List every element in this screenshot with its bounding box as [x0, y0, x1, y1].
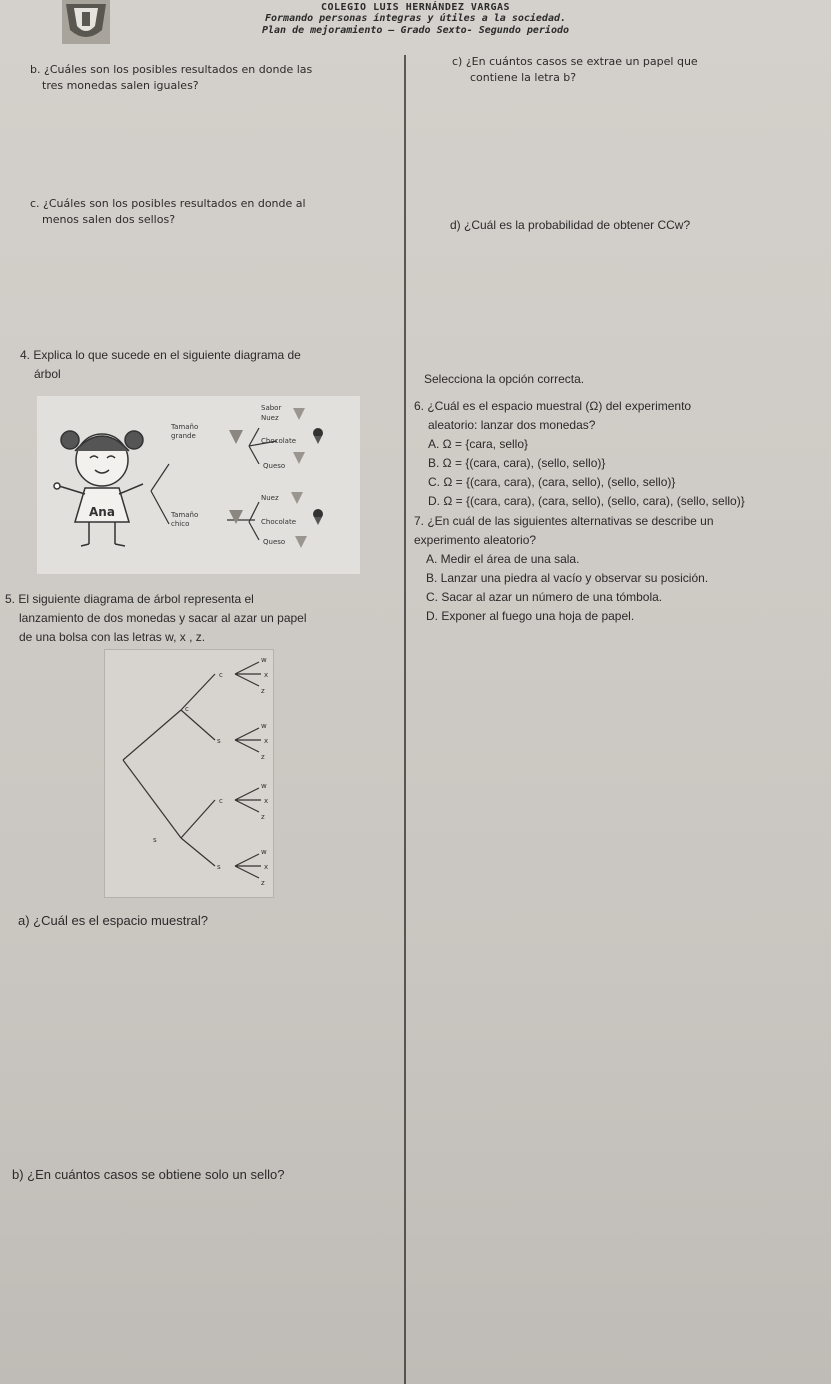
- school-motto: Formando personas íntegras y útiles a la sociedad.: [264, 13, 567, 24]
- flavor-big-1: Nuez: [261, 414, 279, 422]
- coin-letter-tree-svg: [105, 650, 273, 897]
- coin2-c-2: c: [219, 797, 223, 805]
- ice-cream-tree-diagram: [37, 396, 360, 574]
- leaf-w-2: w: [261, 722, 267, 730]
- leaf-z-2: z: [261, 753, 265, 761]
- q6-option-b: B. Ω = {(cara, cara), (sello, sello)}: [428, 456, 606, 470]
- leaf-z-3: z: [261, 813, 265, 821]
- leaf-w-3: w: [261, 782, 267, 790]
- q7-option-b: B. Lanzar una piedra al vacío y observar su posición.: [426, 571, 709, 585]
- flavor-small-1: Nuez: [261, 494, 279, 502]
- instruction-select: Selecciona la opción correcta.: [424, 372, 585, 386]
- cone-icons: [229, 408, 323, 548]
- question-7: 7. ¿En cuál de las siguientes alternativas se describe un experimento aleatorio? A. Medir el área de una sala. B. Lanzar una piedra al vacío y observar su posición. C. Sacar al azar un número de una tómbola. D. Exponer al fuego una hoja de papel.: [414, 512, 826, 626]
- leaf-w-4: w: [261, 848, 267, 856]
- girl-name: Ana: [89, 505, 115, 519]
- flavor-header: Sabor: [261, 404, 282, 412]
- flavor-big-3: Queso: [263, 462, 286, 470]
- coin-letter-tree-diagram: [104, 649, 274, 898]
- size-small-label-1: Tamaño: [171, 511, 199, 519]
- leaf-x-4: x: [264, 863, 269, 871]
- question-b: b. ¿Cuáles son los posibles resultados en donde las tres monedas salen iguales?: [30, 63, 313, 92]
- tree-lines: [123, 662, 261, 878]
- question-c: c. ¿Cuáles son los posibles resultados en donde al menos salen dos sellos?: [30, 197, 306, 226]
- question-d: d) ¿Cuál es la probabilidad de obtener CCw?: [450, 218, 691, 232]
- size-big-label-1: Tamaño: [171, 423, 199, 431]
- flavor-small-2: Chocolate: [261, 518, 297, 526]
- question-5a: a) ¿Cuál es el espacio muestral?: [18, 913, 209, 928]
- coin1-c: c: [185, 705, 189, 713]
- size-big-label-2: grande: [171, 432, 196, 440]
- leaf-z-1: z: [261, 687, 265, 695]
- coin2-c-1: c: [219, 671, 223, 679]
- q6-option-d: D. Ω = {(cara, cara), (cara, sello), (sello, cara), (sello, sello)}: [428, 494, 745, 508]
- leaf-z-4: z: [261, 879, 265, 887]
- column-divider: [404, 55, 406, 1384]
- question-c-right: c) ¿En cuántos casos se extrae un papel que contiene la letra b?: [452, 55, 698, 84]
- coin2-s-1: s: [217, 737, 221, 745]
- school-name: COLEGIO LUIS HERNÁNDEZ VARGAS: [320, 2, 511, 13]
- leaf-x-3: x: [264, 797, 269, 805]
- leaf-x-1: x: [264, 671, 269, 679]
- question-6: 6. ¿Cuál es el espacio muestral (Ω) del experimento aleatorio: lanzar dos monedas? A. Ω = {cara, sello} B. Ω = {(cara, cara), (sello, sello)} C. Ω = {(cara, cara), (cara, sello), (sello, sello)} D. Ω = {(cara, cara), (cara, sello), (sello, cara), (sello, sello)}: [414, 397, 826, 511]
- flavor-small-3: Queso: [263, 538, 286, 546]
- flavor-big-2: Chocolate: [261, 437, 297, 445]
- plan-title: Plan de mejoramiento – Grado Sexto- Segundo periodo: [261, 25, 570, 36]
- coin2-s-2: s: [217, 863, 221, 871]
- question-5: 5. El siguiente diagrama de árbol representa el lanzamiento de dos monedas y sacar al azar un papel de una bolsa con las letras w, x , z.: [5, 592, 307, 644]
- leaf-x-2: x: [264, 737, 269, 745]
- q7-option-d: D. Exponer al fuego una hoja de papel.: [426, 609, 635, 623]
- q6-option-c: C. Ω = {(cara, cara), (cara, sello), (sello, sello)}: [428, 475, 676, 489]
- tree-branches: [151, 428, 277, 540]
- size-small-label-2: chico: [171, 520, 190, 528]
- q7-option-c: C. Sacar al azar un número de una tómbola.: [426, 590, 663, 604]
- question-4: 4. Explica lo que sucede en el siguiente diagrama de árbol: [20, 348, 301, 381]
- question-5b: b) ¿En cuántos casos se obtiene solo un sello?: [12, 1167, 285, 1182]
- q6-option-a: A. Ω = {cara, sello}: [428, 437, 529, 451]
- coin1-s: s: [153, 836, 157, 844]
- leaf-w-1: w: [261, 656, 267, 664]
- q7-option-a: A. Medir el área de una sala.: [426, 552, 580, 566]
- ice-cream-tree-svg: [37, 396, 360, 574]
- letter-leaves: [261, 656, 268, 887]
- girl-illustration: [54, 431, 143, 546]
